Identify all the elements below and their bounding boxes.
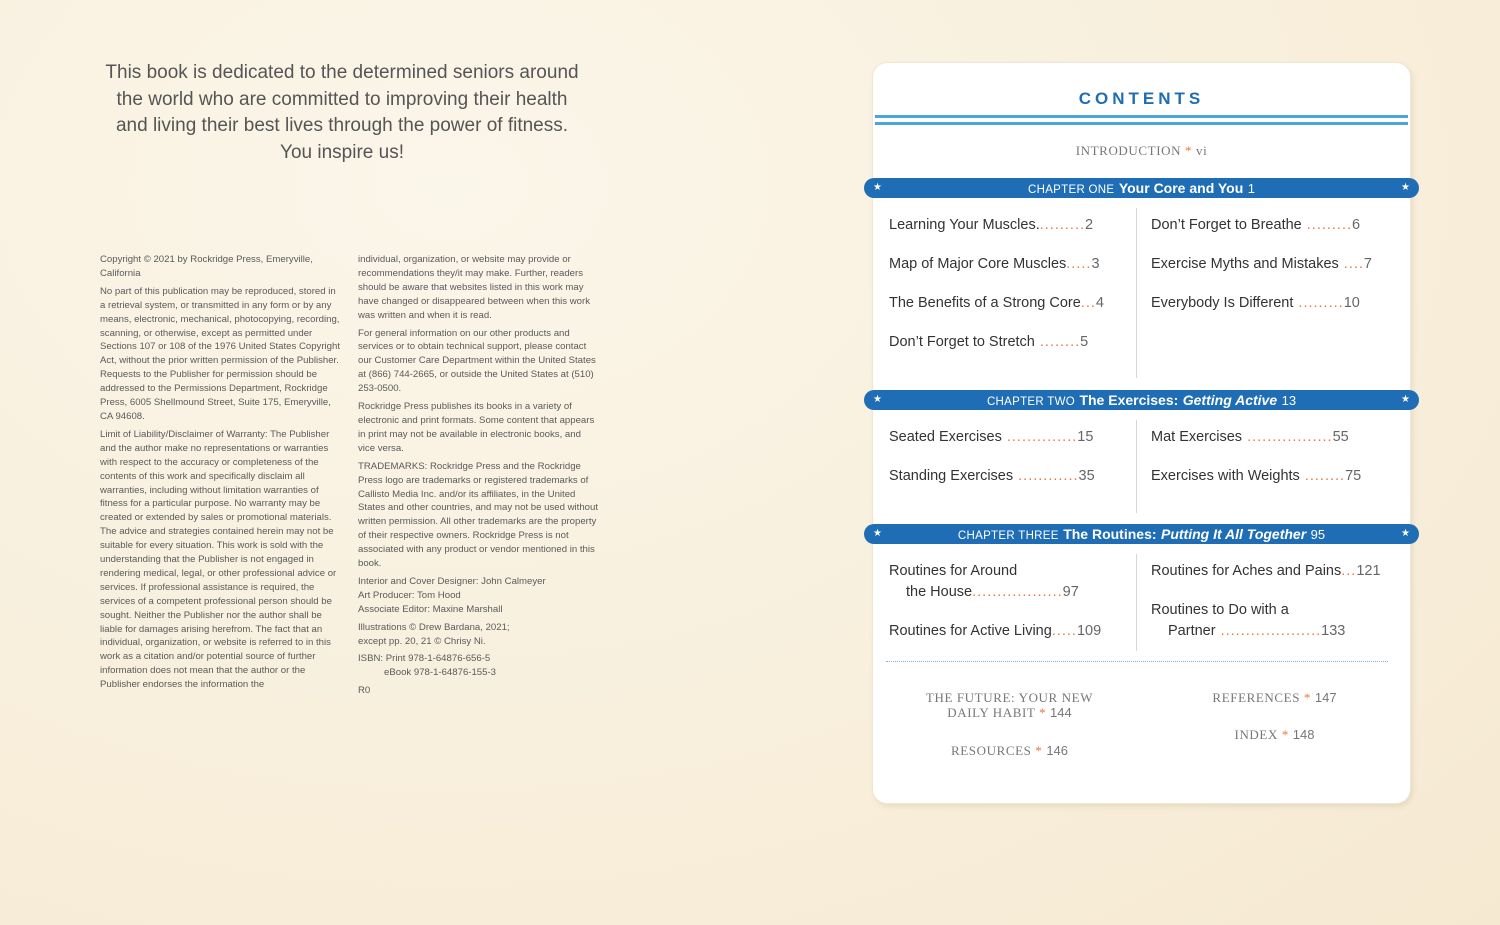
chapter-page: 13 [1281, 393, 1297, 408]
star-icon: ★ [873, 182, 882, 193]
entry-label: Don’t Forget to Stretch [889, 334, 1035, 350]
entry-label: Seated Exercises [889, 429, 1002, 445]
copyright-paragraph: Copyright © 2021 by Rockridge Press, Emeryville, California [100, 254, 313, 279]
column-divider [1136, 554, 1137, 651]
entry-page: 133 [1321, 623, 1346, 639]
column-divider [1136, 208, 1137, 378]
toc-entry[interactable] [1151, 254, 1372, 275]
leader-dots: ..... [1066, 256, 1092, 272]
back-matter-resources[interactable] [913, 743, 1106, 759]
leader-dots: ......... [1293, 295, 1344, 311]
star-icon: * [1185, 143, 1193, 158]
credit-editor: Associate Editor: Maxine Marshall [358, 603, 503, 615]
dedication-line: the world who are committed to improving their health [116, 88, 568, 110]
entry-page: 4 [1095, 295, 1104, 311]
contents-card [873, 63, 1410, 803]
back-matter-index[interactable] [1178, 727, 1371, 743]
column-divider [1136, 420, 1137, 513]
leader-dots: ... [1080, 295, 1096, 311]
star-icon: * [1035, 743, 1043, 758]
toc-entry[interactable] [889, 215, 1093, 236]
chapter-title: Your Core and You [1118, 180, 1244, 196]
toc-entry[interactable] [1151, 293, 1360, 314]
toc-entry[interactable] [889, 427, 1093, 448]
toc-entry[interactable] [1151, 215, 1360, 236]
leader-dots: .................. [972, 584, 1063, 600]
back-matter-page: 147 [1314, 690, 1337, 705]
entry-page: 6 [1352, 217, 1361, 233]
back-matter-page: 144 [1050, 705, 1072, 720]
leader-dots: .... [1338, 256, 1364, 272]
entry-label: Don’t Forget to Breathe [1151, 217, 1302, 233]
toc-entry[interactable] [889, 561, 1079, 603]
star-icon: ★ [1401, 394, 1410, 405]
toc-entry[interactable] [889, 254, 1100, 275]
credit-designer: Interior and Cover Designer: John Calmeyer [358, 575, 546, 587]
entry-label: Standing Exercises [889, 468, 1014, 484]
introduction-page: vi [1195, 143, 1208, 158]
chapter-page: 1 [1247, 181, 1255, 196]
credit-illustrations-except: except pp. 20, 21 © Chrisy Ni. [358, 635, 486, 647]
contents-title: CONTENTS [1078, 89, 1205, 108]
credit-producer: Art Producer: Tom Hood [358, 589, 461, 601]
title-rule-top [875, 115, 1408, 118]
section-divider [886, 661, 1388, 662]
leader-dots: ..... [1051, 623, 1077, 639]
entry-page: 2 [1085, 217, 1094, 233]
entry-page: 35 [1078, 468, 1095, 484]
entry-label-continued: Partner [1168, 623, 1216, 639]
chapter-subtitle: Getting Active [1182, 392, 1278, 408]
star-icon: ★ [873, 528, 882, 539]
star-icon: ★ [1401, 528, 1410, 539]
entry-label: Map of Major Core Muscles [889, 256, 1067, 272]
entry-page: 7 [1363, 256, 1372, 272]
entry-page: 109 [1076, 623, 1102, 639]
leader-dots: ... [1341, 563, 1357, 579]
toc-entry[interactable] [1151, 600, 1345, 642]
entry-label: Everybody Is Different [1151, 295, 1294, 311]
copyright-paragraph: For general information on our other products and services or to obtain technical support, please contact our Customer Care Department within the United States at (866) 744-2665, or outside the United States at (510) 253-0500. [358, 327, 596, 395]
dedication-line: This book is dedicated to the determined seniors around [105, 62, 579, 83]
copyright-paragraph: individual, organization, or website may provide or recommendations they/it may make. Further, readers should be aware that websites listed in this work may have changed or disappeared between when this work was written and when it is read. [358, 254, 591, 321]
star-icon: * [1303, 690, 1312, 705]
chapter-number: CHAPTER THREE [957, 530, 1059, 542]
back-matter-page: 146 [1046, 743, 1069, 758]
leader-dots: ............ [1013, 468, 1079, 484]
introduction-label: INTRODUCTION [1075, 143, 1182, 158]
copyright-paragraph: No part of this publication may be reproduced, stored in a retrieval system, or transmitted in any form or by any means, electronic, mechanical, photocopying, recording, scanning, or otherwise, except as permitted under Sections 107 or 108 of the 1976 United States Copyright Act, without the prior written permission of the Publisher. Requests to the Publisher for permission should be addressed to the Permissions Department, Rockridge Press, 6005 Shellmound Street, Suite 175, Emeryville, CA 94608. [100, 285, 340, 422]
entry-page: 3 [1091, 256, 1100, 272]
chapter-three-banner[interactable] [864, 524, 1419, 544]
copyright-column-2 [358, 253, 598, 702]
back-matter-label: DAILY HABIT [947, 705, 1036, 720]
dedication [92, 60, 592, 166]
leader-dots: .................... [1215, 623, 1322, 639]
dedication-line: You inspire us! [280, 141, 404, 163]
entry-label: Mat Exercises [1151, 429, 1243, 445]
entry-label: Exercises with Weights [1151, 468, 1300, 484]
toc-entry[interactable] [1151, 427, 1349, 448]
back-matter-future[interactable] [913, 690, 1106, 720]
entry-label-continued: the House [906, 584, 973, 600]
chapter-two-banner[interactable] [864, 390, 1419, 410]
entry-page: 5 [1080, 334, 1089, 350]
entry-label: Routines to Do with a [1151, 602, 1289, 618]
entry-page: 15 [1077, 429, 1094, 445]
chapter-title: The Routines: [1063, 526, 1157, 542]
isbn-ebook: eBook 978-1-64876-155-3 [384, 667, 497, 679]
leader-dots: .............. [1001, 429, 1078, 445]
back-matter-references[interactable] [1178, 690, 1371, 706]
leader-dots: ......... [1301, 217, 1353, 233]
leader-dots: ........ [1034, 334, 1081, 350]
leader-dots: ......... [1039, 217, 1086, 233]
copyright-paragraph: TRADEMARKS: Rockridge Press and the Rockridge Press logo are trademarks or registered trademarks of Callisto Media Inc. and/or its affiliates, in the United States and other countries, and may not be used without written permission. All other trademarks are the property of their respective owners. Rockridge Press is not associated with any product or vendor mentioned in this book. [358, 460, 598, 570]
leader-dots: ................. [1242, 429, 1333, 445]
title-rule-bottom [875, 122, 1408, 125]
chapter-title: The Exercises: [1079, 392, 1179, 408]
toc-entry[interactable] [889, 293, 1104, 314]
chapter-subtitle: Putting It All Together [1160, 526, 1307, 542]
back-matter-label: INDEX [1234, 727, 1278, 742]
introduction-entry[interactable] [873, 143, 1410, 159]
credit-illustrations: Illustrations © Drew Bardana, 2021; [358, 621, 510, 633]
leader-dots: ........ [1299, 468, 1346, 484]
toc-entry[interactable] [1151, 561, 1381, 582]
printing-code: R0 [358, 685, 371, 697]
isbn-print: ISBN: Print 978-1-64876-656-5 [358, 653, 491, 665]
toc-entry[interactable] [1151, 466, 1361, 487]
back-matter-label: THE FUTURE: YOUR NEW [925, 690, 1094, 705]
chapter-page: 95 [1310, 527, 1326, 542]
copyright-column-1 [100, 253, 340, 696]
toc-entry[interactable] [889, 332, 1088, 353]
star-icon: ★ [873, 394, 882, 405]
entry-label: Learning Your Muscles. [889, 217, 1040, 233]
chapter-number: CHAPTER TWO [986, 396, 1075, 408]
toc-entry[interactable] [889, 621, 1101, 642]
entry-page: 121 [1356, 563, 1381, 579]
entry-label: Routines for Around [889, 563, 1018, 579]
chapter-number: CHAPTER ONE [1028, 184, 1115, 196]
entry-label: Routines for Active Living [889, 623, 1052, 639]
star-icon: * [1281, 727, 1289, 742]
copyright-paragraph: Rockridge Press publishes its books in a variety of electronic and print formats. Some content that appears in print may not be available in electronic books, and vice versa. [358, 401, 595, 454]
entry-page: 97 [1062, 584, 1079, 600]
back-matter-page: 148 [1292, 727, 1315, 742]
star-icon: ★ [1401, 182, 1410, 193]
entry-label: Exercise Myths and Mistakes [1151, 256, 1339, 272]
entry-page: 75 [1345, 468, 1362, 484]
entry-page: 55 [1332, 429, 1349, 445]
entry-label: Routines for Aches and Pains [1151, 563, 1342, 579]
entry-page: 10 [1343, 295, 1360, 311]
copyright-paragraph: Limit of Liability/Disclaimer of Warranty: The Publisher and the author make no representations or warranties with respect to the accuracy or completeness of the contents of this work and specifically disclaim all warranties, including without limitation warranties of fitness for a particular purpose. No warranty may be created or extended by sales or promotional materials. The advice and strategies contained herein may not be suitable for every situation. This work is sold with the understanding that the Publisher is not engaged in rendering medical, legal, or other professional advice or services. If professional assistance is required, the services of a competent professional person should be sought. Neither the Publisher nor the author shall be liable for damages arising herefrom. The fact that an individual, organization, or website is referred to in this work as a citation and/or potential source of further information does not mean that the author or the Publisher endorses the information the [100, 428, 337, 691]
back-matter-label: REFERENCES [1212, 690, 1301, 705]
entry-label: The Benefits of a Strong Core [889, 295, 1081, 311]
back-matter-label: RESOURCES [950, 743, 1032, 758]
dedication-line: and living their best lives through the power of fitness. [115, 115, 569, 136]
chapter-one-banner[interactable] [864, 178, 1419, 198]
toc-entry[interactable] [889, 466, 1095, 487]
star-icon: * [1039, 705, 1047, 720]
